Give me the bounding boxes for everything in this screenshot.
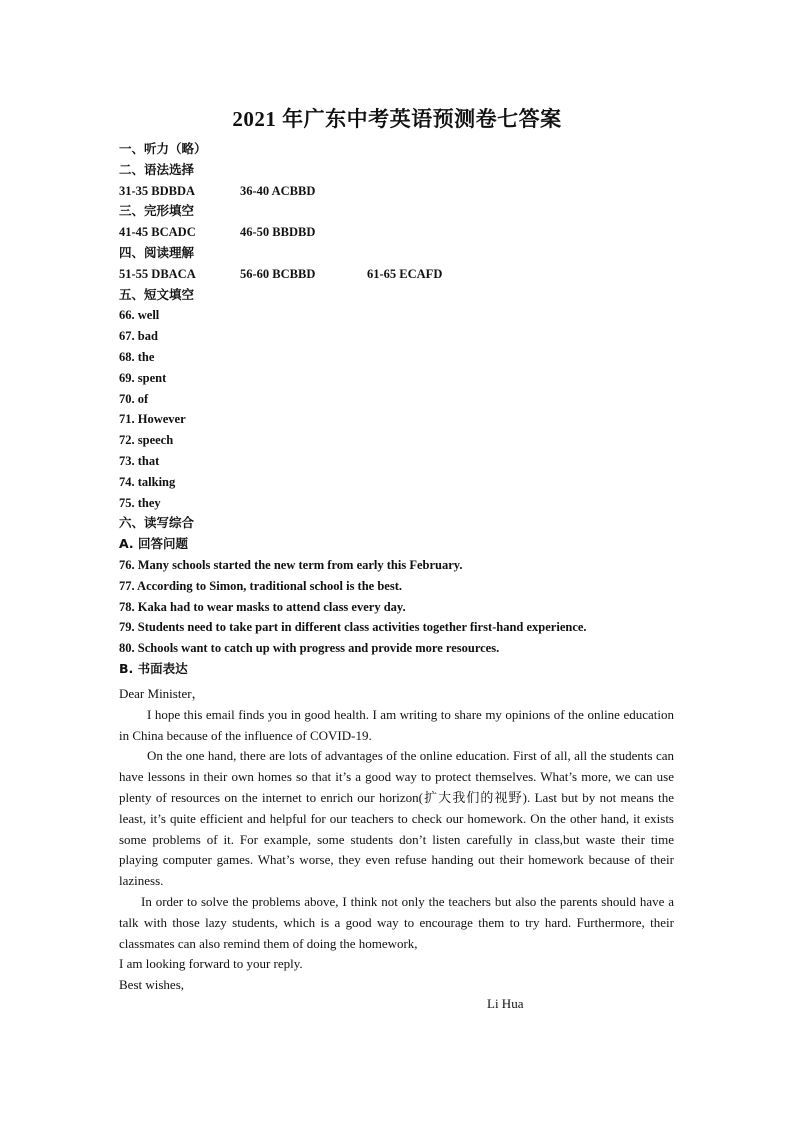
letter-paragraph: In order to solve the problems above, I think not only the teachers but also the parents should have a talk with those lazy students, which is a good way to encourage them to try hard. Furthermore, their classmates can also remind them of doing the homework, (119, 893, 674, 951)
short-fill-answer: 74. talking (119, 474, 176, 489)
part-a-answer: 78. Kaka had to wear masks to attend class every day. (119, 599, 406, 614)
short-fill-answer: 69. spent (119, 370, 167, 385)
letter-closing-line: I am looking forward to your reply. (119, 956, 303, 972)
part-a-answer: 80. Schools want to catch up with progress and provide more resources. (119, 641, 500, 656)
reading-answer: 61-65 ECAFD (367, 266, 443, 281)
short-fill-answer: 72. speech (119, 433, 174, 448)
section-short-fill: 五、短文填空 (119, 286, 195, 302)
sample-letter (119, 684, 674, 996)
letter-sign-off: Best wishes, (119, 977, 184, 993)
reading-answers (119, 264, 679, 285)
short-fill-answer: 70. of (119, 391, 149, 406)
part-a-answer: 79. Students need to take part in different class activities together first-hand experience. (119, 620, 587, 635)
cloze-answer: 41-45 BCADC (119, 225, 196, 240)
grammar-answer: 36-40 ACBBD (240, 183, 316, 198)
short-fill-answer: 66. well (119, 308, 160, 323)
letter-signature: Li Hua (487, 996, 524, 1011)
section-grammar: 二、语法选择 (119, 161, 195, 177)
short-fill-answer: 67. bad (119, 329, 158, 344)
reading-answer: 56-60 BCBBD (240, 266, 316, 281)
section-reading: 四、阅读理解 (119, 244, 195, 260)
short-fill-answer: 71. However (119, 412, 186, 427)
grammar-answers (119, 181, 679, 202)
letter-greeting: Dear Minister， (119, 686, 205, 701)
cloze-answers (119, 222, 679, 243)
page-title: 2021 年广东中考英语预测卷七答案 (232, 107, 562, 131)
section-listening: 一、听力（略） (119, 141, 207, 156)
section-comprehensive: 六、读写综合 (119, 515, 195, 531)
grammar-answer: 31-35 BDBDA (119, 183, 196, 198)
part-a-answer: 77. According to Simon, traditional school is the best. (119, 578, 402, 593)
section-cloze: 三、完形填空 (119, 203, 195, 219)
part-a-heading: A. 回答问题 (119, 536, 189, 552)
reading-answer: 51-55 DBACA (119, 266, 196, 281)
letter-paragraph: On the one hand, there are lots of advantages of the online education. First of all, all the students can have lessons in their own homes so that it’s a good way to protect themselves. What’s more, we can use plenty of resources on the internet to enrich our horizon(扩大我们的视野). Last but by not means the least, it’s quite efficient and helpful for our teachers to check our homework. On the other hand, it exists some problems of it. For example, some students don’t listen carefully in class,but waste their time playing computer games. What’s worse, they even refuse handing out their homework because of their laziness. (119, 748, 674, 889)
short-fill-answer: 68. the (119, 349, 155, 364)
short-fill-answer: 75. they (119, 495, 161, 510)
letter-paragraph: I hope this email finds you in good health. I am writing to share my opinions of the online education in China because of the influence of COVID-19. (119, 706, 674, 743)
part-b-heading: B. 书面表达 (119, 660, 188, 676)
cloze-answer: 46-50 BBDBD (240, 225, 316, 240)
part-a-answer: 76. Many schools started the new term from early this February. (119, 557, 463, 572)
short-fill-answer: 73. that (119, 453, 160, 468)
answer-key (119, 139, 679, 680)
